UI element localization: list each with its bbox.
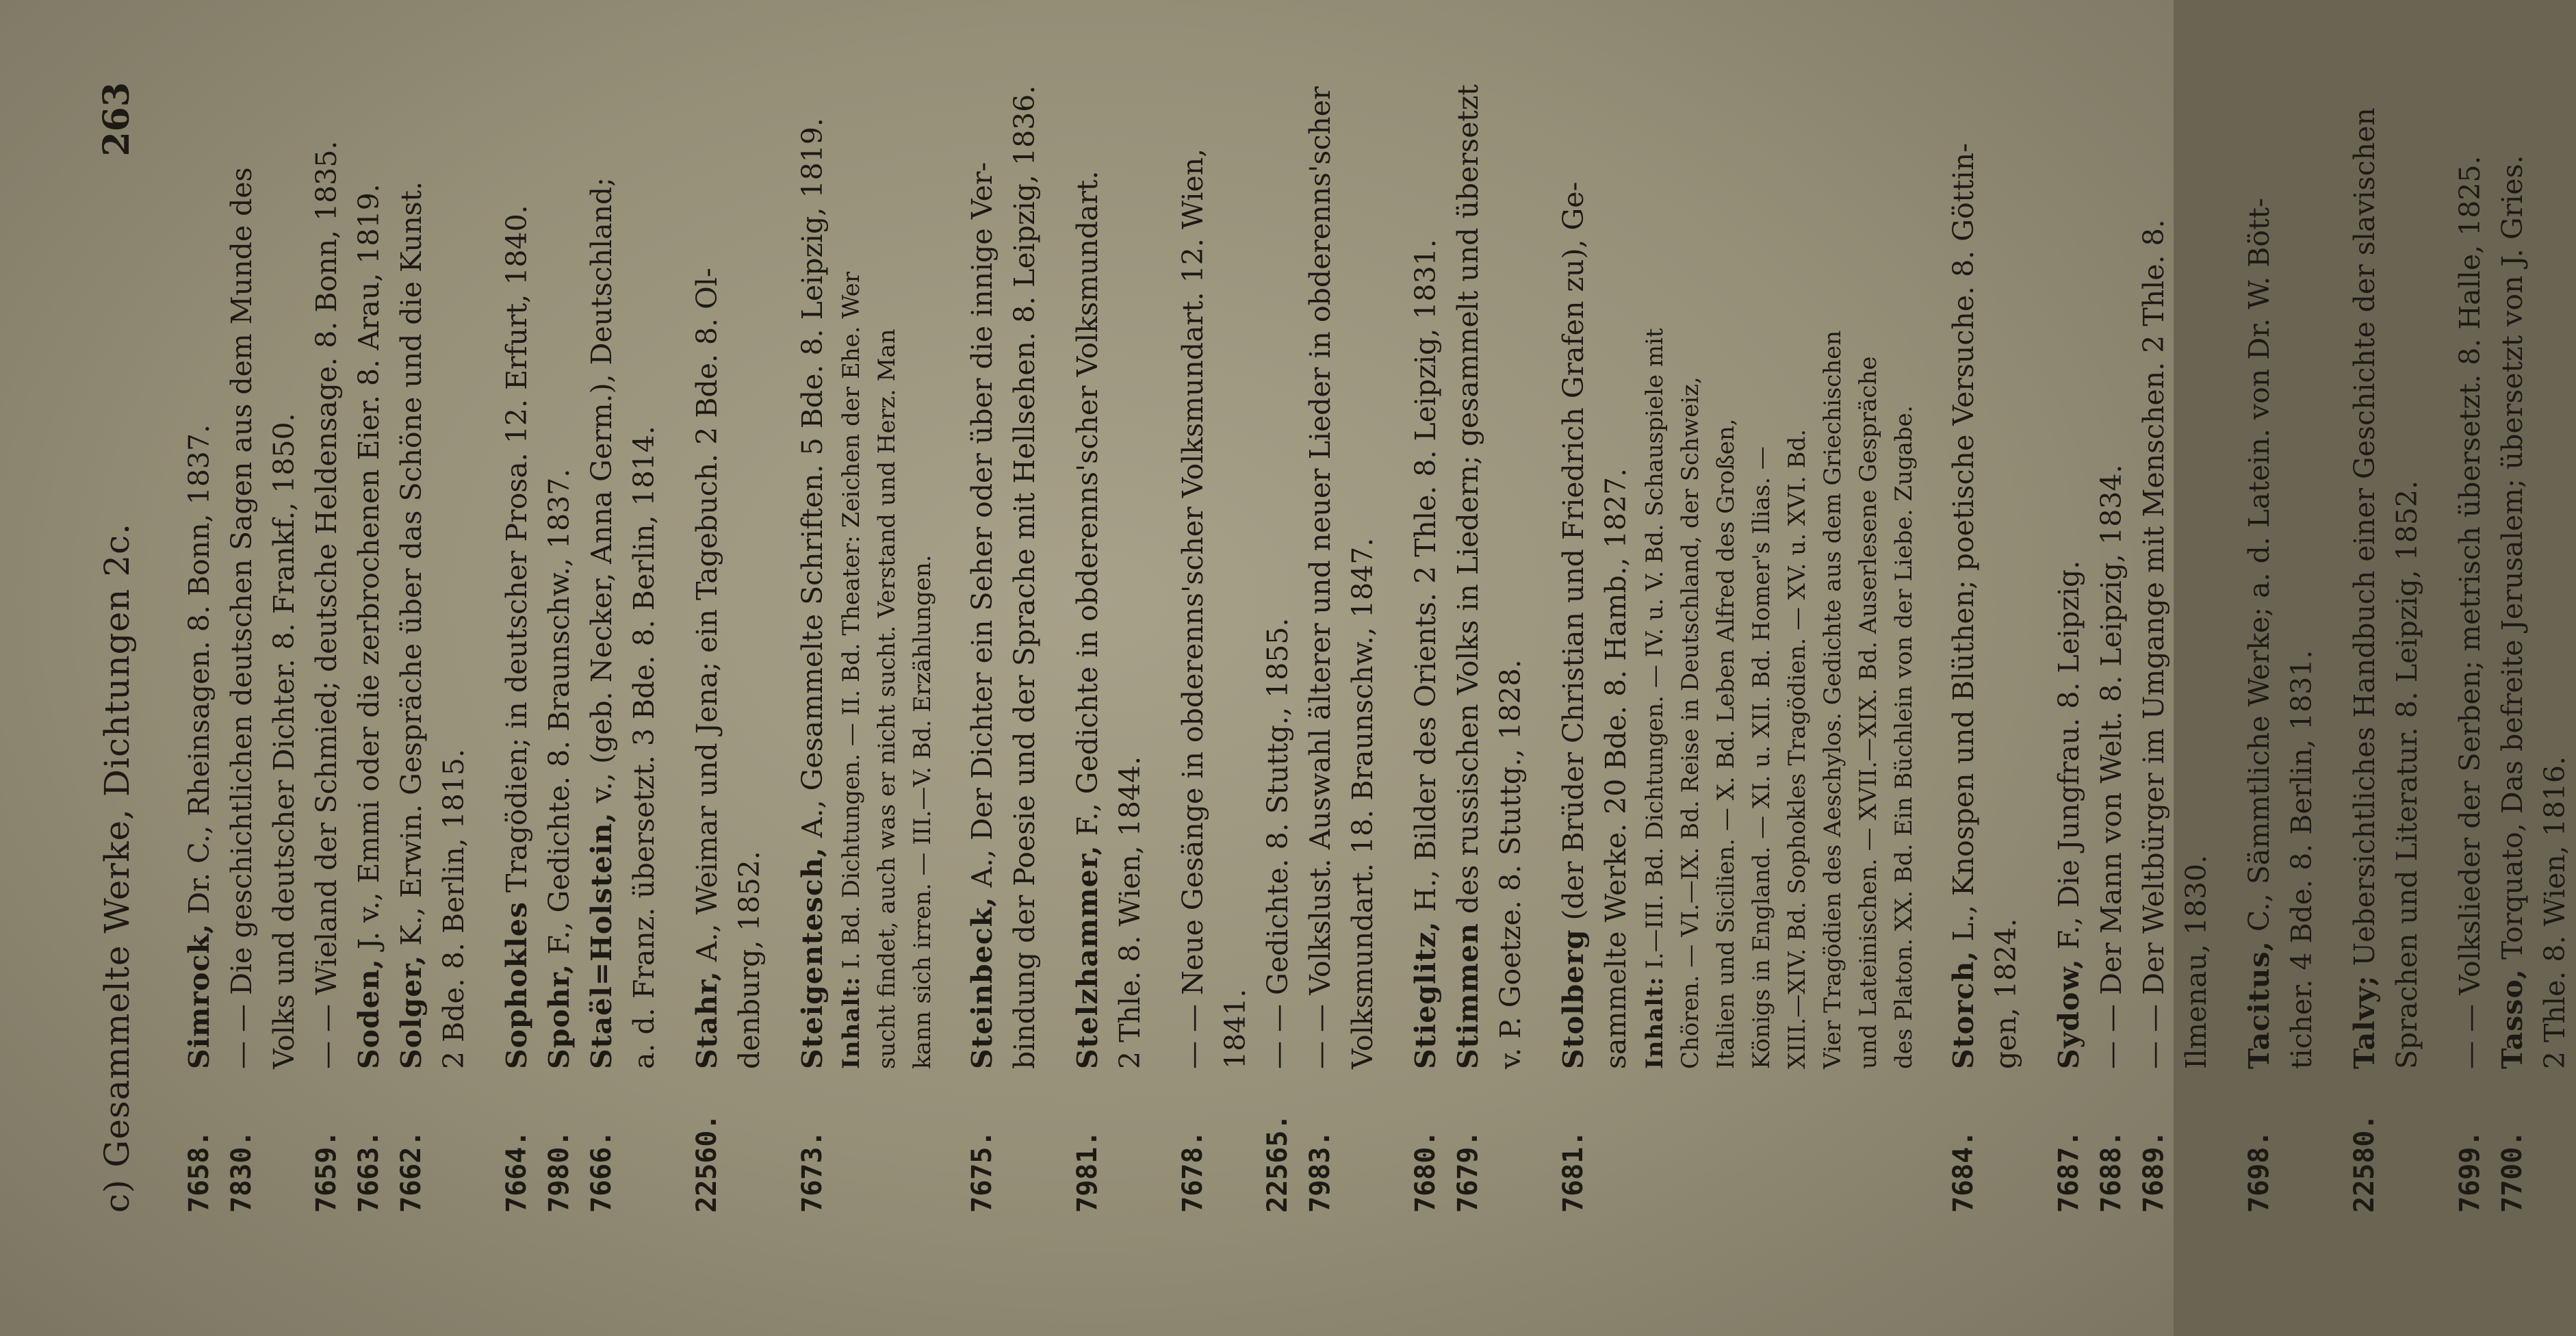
entry-text bbox=[686, 75, 771, 1069]
entry-number: 7981. bbox=[1072, 1130, 1103, 1213]
entry-number: 7673. bbox=[797, 1130, 828, 1213]
entry-description: I.—III. Bd. Dichtungen. — IV. u. V. Bd. Schauspiele mit Chören. — VI.—IX. Bd. Reise in Deutschland, der Schweiz, Italien und Sicilien. — X. Bd. Leben Alfred des Großen, Königs in England. — XI. u. XII. Bd. Homer's Ilias. — XIII.—XIV. Bd. Sophokles Tragödien. — XV. u. XVI. Bd. Vier Tragödien des Aeschylos. Gedichte aus dem Griechischen und Lateinischen. — XVII.—XIX. Bd. Auserlesene Gespräche des Platon. XX. Bd. Ein Büchlein von der Liebe. Zugabe. bbox=[1641, 328, 1918, 1069]
catalog-entry bbox=[390, 75, 475, 1213]
page-number: 263 bbox=[96, 82, 138, 157]
entry-author: Solger, bbox=[395, 954, 428, 1069]
catalog-entry bbox=[220, 75, 305, 1213]
entry-text bbox=[305, 75, 348, 1069]
entry-author: Sophokles bbox=[500, 901, 533, 1069]
entry-number: 7830. bbox=[226, 1130, 257, 1213]
entry-text bbox=[1942, 75, 2027, 1069]
entry-number: 7700. bbox=[2497, 1130, 2528, 1213]
entry-description: A., Der Dichter ein Seher oder über die innige Ver- bindung der Poesie und der Sprache mit Hellsehen. 8. Leipzig, 1836. bbox=[966, 85, 1041, 1069]
catalog-entry bbox=[178, 75, 220, 1213]
catalog-entry bbox=[2090, 75, 2133, 1213]
entry-text bbox=[1552, 75, 1637, 1069]
entry-description: L., Knospen und Blüthen; poetische Versuche. 8. Göttin- gen, 1824. bbox=[1947, 143, 2022, 1069]
entry-author: Talvy; bbox=[2348, 975, 2381, 1069]
entry-number: 7679. bbox=[1452, 1130, 1484, 1213]
entry-description: — — Volkslieder der Serben; metrisch übersetzt. 8. Halle, 1825. bbox=[2453, 155, 2486, 1069]
entry-number: 7666. bbox=[586, 1130, 617, 1213]
entry-number: 22580. bbox=[2349, 1114, 2380, 1213]
entry-number: 7658. bbox=[183, 1130, 215, 1213]
entry-text bbox=[791, 75, 834, 1069]
entry-description: I. Bd. Dichtungen. — II. Bd. Theater: Zeichen der Ehe. Wer sucht findet, auch was er nicht sucht. Verstand und Herz. Man kann sich irren. — III.—V. Bd. Erzählungen. bbox=[838, 272, 936, 1069]
entry-author: Spohr, bbox=[543, 963, 576, 1069]
entry-description: — — Wieland der Schmied; deutsche Heldensage. 8. Bonn, 1835. bbox=[310, 140, 343, 1069]
entry-author: Tacitus, bbox=[2243, 940, 2276, 1069]
entry-description: H., Bilder des Orients. 2 Thle. 8. Leipzig, 1831. bbox=[1409, 239, 1442, 921]
catalog-entry bbox=[1942, 75, 2027, 1213]
entry-number: 7680. bbox=[1410, 1130, 1441, 1213]
entry-number: 7687. bbox=[2053, 1130, 2085, 1213]
entry-author: Steinbeck, bbox=[966, 896, 999, 1069]
entry-text bbox=[834, 75, 940, 1069]
entry-text bbox=[390, 75, 475, 1069]
catalog-entry bbox=[305, 75, 348, 1213]
catalog-entry bbox=[495, 75, 538, 1213]
entry-number: 7688. bbox=[2096, 1130, 2127, 1213]
entry-text bbox=[961, 75, 1046, 1069]
entry-text bbox=[1066, 75, 1151, 1069]
entry-number: 7659. bbox=[311, 1130, 342, 1213]
entry-number bbox=[1637, 1069, 1922, 1213]
entry-number: 7675. bbox=[966, 1130, 998, 1213]
entry-number: 7663. bbox=[353, 1130, 385, 1213]
entry-text bbox=[2343, 75, 2428, 1069]
entry-text bbox=[1637, 75, 1922, 1069]
entry-text bbox=[2048, 75, 2090, 1069]
entry-description: Tragödien; in deutscher Prosa. 12. Erfurt, 1840. bbox=[500, 205, 533, 902]
entry-author: Tasso, bbox=[2496, 968, 2529, 1069]
catalog-entry bbox=[791, 75, 834, 1213]
catalog-entries bbox=[178, 75, 2576, 1213]
entry-author: Storch, bbox=[1947, 950, 1980, 1069]
entry-description: Torquato, Das befreite Jerusalem; übersetzt von J. Gries. 2 Thle. 8. Wien, 1816. bbox=[2496, 155, 2571, 1069]
entry-text bbox=[538, 75, 580, 1069]
entry-number: 7684. bbox=[1948, 1130, 1979, 1213]
entry-author: Staël=Holstein, bbox=[585, 812, 618, 1069]
catalog-entry bbox=[2133, 75, 2217, 1213]
entry-description: — — Neue Gesänge in obderenns'scher Volksmundart. 12. Wien, 1841. bbox=[1176, 139, 1252, 1069]
entry-description: A., Weimar und Jena; ein Tagebuch. 2 Bde. 8. Ol- denburg, 1852. bbox=[691, 268, 766, 1069]
entry-number: 7678. bbox=[1177, 1130, 1209, 1213]
entry-description: — — Der Mann von Welt. 8. Leipzig, 1834. bbox=[2095, 464, 2128, 1069]
entry-text bbox=[580, 75, 665, 1069]
entry-number: 7983. bbox=[1304, 1130, 1336, 1213]
entry-text bbox=[1257, 75, 1299, 1069]
entry-description: des russischen Volks in Liedern; gesammelt und übersetzt v. P. Goetze. 8. Stuttg., 1828. bbox=[1452, 84, 1527, 1069]
catalog-entry bbox=[1447, 75, 1532, 1213]
catalog-entry bbox=[1552, 75, 1637, 1213]
entry-number: 22565. bbox=[1262, 1114, 1293, 1213]
catalog-entry bbox=[1257, 75, 1299, 1213]
catalog-entry bbox=[538, 75, 580, 1213]
catalog-entry bbox=[834, 75, 940, 1213]
entry-text bbox=[2491, 75, 2576, 1069]
entry-text bbox=[1172, 75, 1257, 1069]
entry-description: — — Die geschichtlichen deutschen Sagen aus dem Munde des Volks und deutscher Dichter. 8. Frankf., 1850. bbox=[225, 167, 300, 1069]
catalog-entry bbox=[348, 75, 390, 1213]
entry-author: Inhalt: bbox=[838, 976, 865, 1069]
entry-text bbox=[1447, 75, 1532, 1069]
section-title: c) Gesammelte Werke, Dichtungen 2c. bbox=[97, 522, 137, 1213]
entry-author: Stolberg bbox=[1557, 929, 1590, 1069]
catalog-entry bbox=[1637, 75, 1922, 1213]
entry-description: F., Die Jungfrau. 8. Leipzig. bbox=[2052, 560, 2085, 959]
entry-author: Steigentesch, bbox=[796, 847, 829, 1069]
entry-description: — — Der Weltbürger im Umgange mit Menschen. 2 Thle. 8. Ilmenau, 1830. bbox=[2137, 219, 2213, 1069]
entry-text bbox=[220, 75, 305, 1069]
entry-description: C., Sämmtliche Werke; a. d. Latein. von Dr. W. Bött- ticher. 4 Bde. 8. Berlin, 1831. bbox=[2243, 198, 2318, 1069]
entry-author: Soden, bbox=[352, 958, 385, 1069]
entry-text bbox=[348, 75, 390, 1069]
entry-description: Dr. C., Rheinsagen. 8. Bonn, 1837. bbox=[183, 424, 216, 923]
entry-number: 7980. bbox=[543, 1130, 575, 1213]
entry-number: 7699. bbox=[2454, 1130, 2486, 1213]
entry-description: — — Gedichte. 8. Stuttg., 1855. bbox=[1261, 617, 1294, 1069]
entry-description: F., Gedichte in obderenns'scher Volksmundart. 2 Thle. 8. Wien, 1844. bbox=[1071, 170, 1146, 1069]
entry-text bbox=[2238, 75, 2323, 1069]
entry-author: Simrock, bbox=[183, 923, 216, 1069]
entry-author: Sydow, bbox=[2052, 958, 2085, 1069]
catalog-entry bbox=[2343, 75, 2428, 1213]
catalog-entry bbox=[2238, 75, 2323, 1213]
catalog-entry bbox=[1404, 75, 1447, 1213]
catalog-entry bbox=[961, 75, 1046, 1213]
entry-description: K., Erwin. Gespräche über das Schöne und die Kunst. 2 Bde. 8. Berlin, 1815. bbox=[395, 181, 470, 1069]
catalog-entry bbox=[686, 75, 771, 1213]
entry-number: 22560. bbox=[691, 1114, 723, 1213]
entry-description: v., (geb. Necker, Anna Germ.), Deutschland; a. d. Franz. übersetzt. 3 Bde. 8. Berlin, 1814. bbox=[585, 177, 660, 1069]
catalog-entry bbox=[1172, 75, 1257, 1213]
entry-number: 7662. bbox=[396, 1130, 427, 1213]
catalog-entry bbox=[580, 75, 665, 1213]
entry-text bbox=[2133, 75, 2217, 1069]
entry-number: 7689. bbox=[2138, 1130, 2169, 1213]
catalog-entry bbox=[2491, 75, 2576, 1213]
entry-author: Stelzhammer, bbox=[1071, 845, 1104, 1069]
entry-text bbox=[1404, 75, 1447, 1069]
page-header bbox=[96, 75, 178, 1213]
entry-author: Inhalt: bbox=[1641, 976, 1669, 1069]
entry-number: 7664. bbox=[501, 1130, 532, 1213]
entry-number bbox=[834, 1069, 940, 1213]
entry-description: J. v., Emmi oder die zerbrochenen Eier. 8. Arau, 1819. bbox=[352, 183, 385, 959]
catalog-entry bbox=[2449, 75, 2491, 1213]
entry-description: A., Gesammelte Schriften. 5 Bde. 8. Leipzig, 1819. bbox=[796, 118, 829, 847]
entry-description: Uebersichtliches Handbuch einer Geschichte der slavischen Sprachen und Literatur. 8. Leipzig, 1852. bbox=[2348, 107, 2423, 1069]
entry-text bbox=[178, 75, 220, 1069]
entry-author: Stimmen bbox=[1452, 923, 1484, 1069]
entry-number: 7681. bbox=[1558, 1130, 1589, 1213]
entry-text bbox=[495, 75, 538, 1069]
entry-text bbox=[2090, 75, 2133, 1069]
entry-text bbox=[1299, 75, 1384, 1069]
catalog-entry bbox=[1066, 75, 1151, 1213]
entry-description: (der Brüder Christian und Friedrich Grafen zu), Ge- sammelte Werke. 20 Bde. 8. Hamb., 1827. bbox=[1557, 181, 1632, 1069]
catalog-entry bbox=[1299, 75, 1384, 1213]
entry-author: Stieglitz, bbox=[1409, 921, 1442, 1069]
entry-description: — — Volkslust. Auswahl älterer und neuer Lieder in obderenns'scher Volksmundart. 18. Braunschw., 1847. bbox=[1304, 86, 1379, 1069]
catalog-entry bbox=[2048, 75, 2090, 1213]
entry-number: 7698. bbox=[2243, 1130, 2275, 1213]
entry-description: F., Gedichte. 8. Braunschw., 1837. bbox=[543, 468, 576, 964]
entry-text bbox=[2449, 75, 2491, 1069]
entry-author: Stahr, bbox=[691, 971, 723, 1069]
